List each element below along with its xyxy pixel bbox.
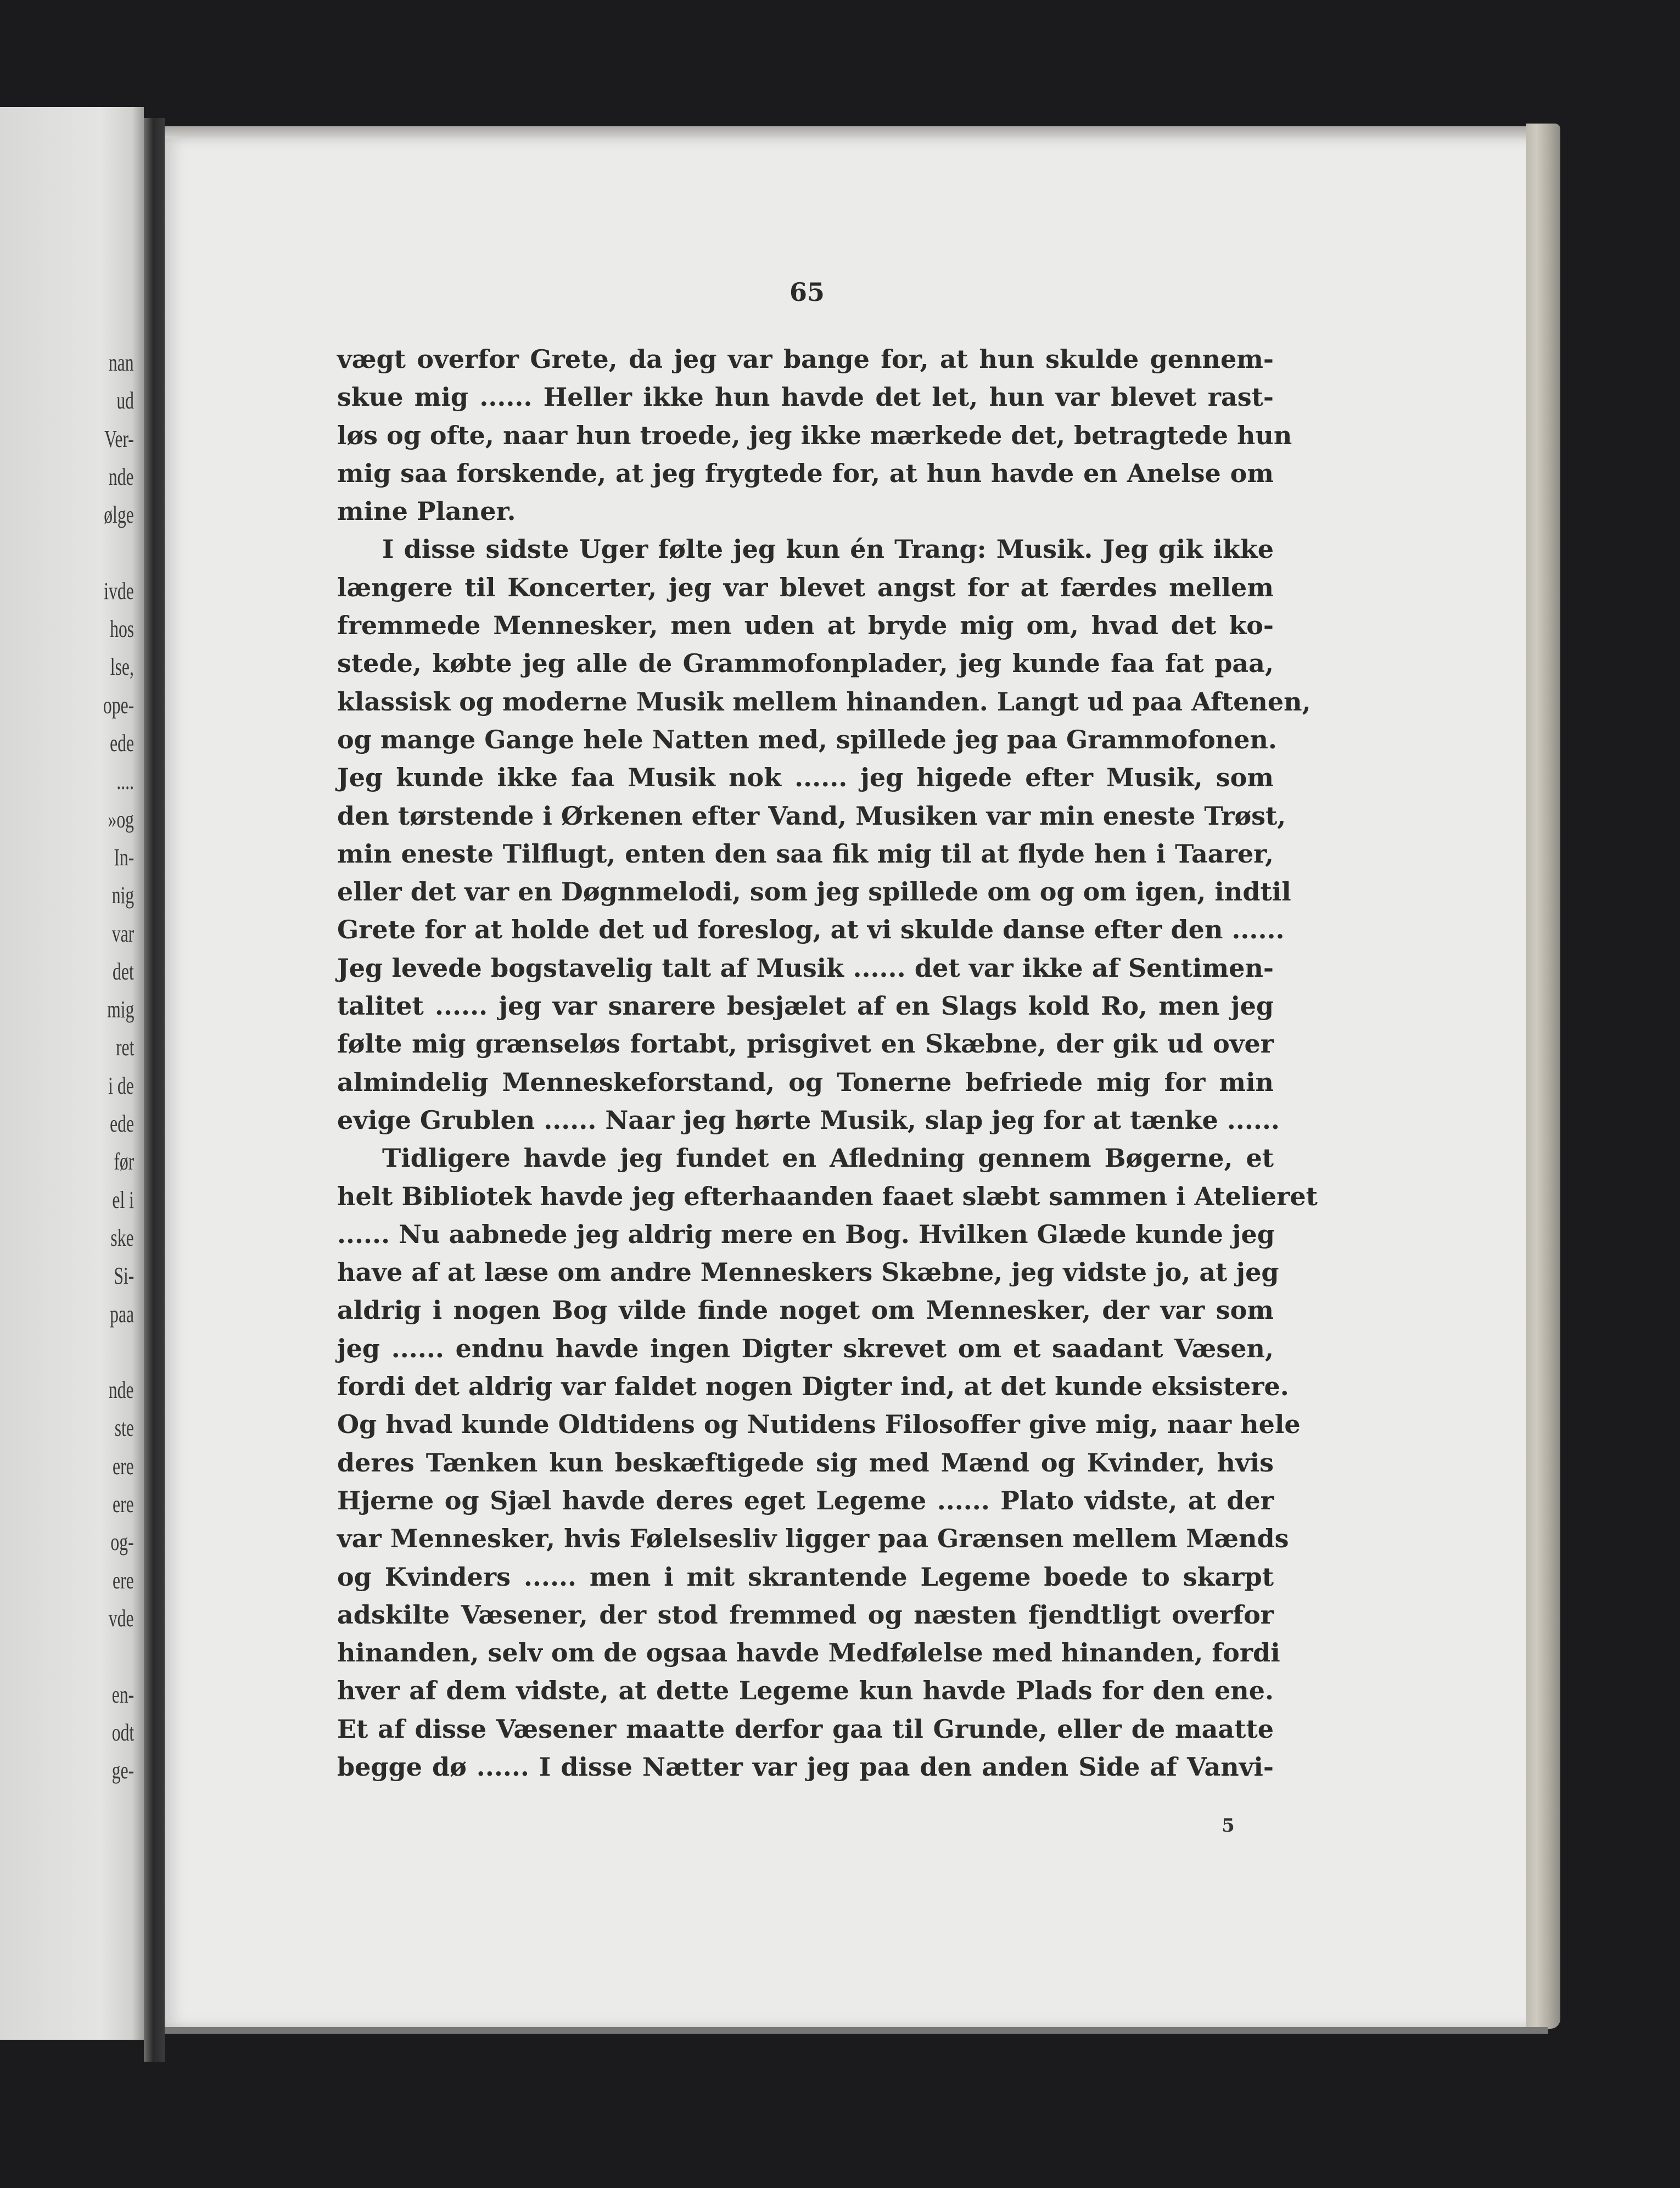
text-line: deres Tænken kun beskæftigede sig med Mænd og Kvinder, hvis (337, 1447, 1274, 1478)
text-line: ...... Nu aabnede jeg aldrig mere en Bog. Hvilken Glæde kunde jeg (337, 1219, 1275, 1249)
text-line: følte mig grænseløs fortabt, prisgivet en Skæbne, der gik ud over (337, 1029, 1274, 1059)
text-line: talitet ...... jeg var snarere besjælet af en Slags kold Ro, men jeg (337, 991, 1274, 1021)
facing-page-fragment: hos (109, 615, 134, 643)
facing-page-fragment: nan (109, 349, 134, 376)
text-line: evige Grublen ...... Naar jeg hørte Musik, slap jeg for at tænke ...... (337, 1105, 1280, 1135)
facing-page-fragment: en- (111, 1681, 134, 1708)
facing-page-fragment: ge- (111, 1757, 134, 1784)
text-line: var Mennesker, hvis Følelsesliv ligger paa Grænsen mellem Mænds (337, 1524, 1289, 1554)
facing-page-fragment: ede (110, 730, 134, 757)
book-gutter (144, 118, 165, 2062)
text-line: skue mig ...... Heller ikke hun havde det let, hun var blevet rast- (337, 382, 1274, 412)
page-stack-edge (1526, 124, 1560, 2029)
facing-page-fragment: Ver- (104, 425, 134, 452)
facing-page-fragment: ret (115, 1034, 134, 1061)
facing-page-fragment: vde (109, 1604, 134, 1632)
facing-page-fragment: paa (110, 1300, 134, 1328)
text-line: almindelig Menneskeforstand, og Tonerne befriede mig for min (337, 1067, 1274, 1097)
text-line: min eneste Tilflugt, enten den saa fik mig til at flyde hen i Taarer, (337, 838, 1274, 869)
page-number: 65 (789, 277, 825, 307)
text-line: mig saa forskende, at jeg frygtede for, at hun havde en Anelse om (337, 458, 1274, 488)
body-text (337, 340, 1318, 1786)
text-line: stede, købte jeg alle de Grammofonplader, jeg kunde faa fat paa, (337, 648, 1274, 679)
facing-page-fragment: mig (107, 996, 134, 1023)
facing-page-fragment: nde (109, 463, 134, 490)
text-line: Grete for at holde det ud foreslog, at vi skulde danse efter den ...... (337, 915, 1285, 945)
facing-page-fragment: nde (109, 1376, 134, 1404)
facing-page-fragment: før (114, 1148, 134, 1176)
facing-page-fragment: In- (114, 843, 134, 871)
text-line: og mange Gange hele Natten med, spillede jeg paa Grammofonen. (337, 724, 1277, 754)
facing-page-fragment: ske (110, 1224, 134, 1251)
page-bottom-shadow (165, 2027, 1548, 2034)
text-line: I disse sidste Uger følte jeg kun én Trang: Musik. Jeg gik ikke (382, 534, 1274, 564)
text-line: og Kvinders ...... men i mit skrantende Legeme boede to skarpt (337, 1562, 1274, 1592)
signature-mark: 5 (1222, 1815, 1235, 1837)
text-line: helt Bibliotek havde jeg efterhaanden faaet slæbt sammen i Atelieret (337, 1181, 1318, 1211)
facing-page-fragment: lse, (110, 653, 134, 681)
facing-page-fragment: og- (110, 1529, 134, 1556)
text-line: adskilte Væsener, der stod fremmed og næsten fjendtligt overfor (337, 1599, 1274, 1630)
facing-page-fragment: ud (116, 387, 134, 415)
text-line: klassisk og moderne Musik mellem hinanden. Langt ud paa Aftenen, (337, 686, 1311, 717)
text-line: mine Planer. (337, 496, 516, 527)
facing-page-fragment: ivde (104, 577, 134, 605)
facing-page-fragment: el i (112, 1186, 134, 1213)
facing-page-fragment: odt (111, 1719, 134, 1746)
facing-page-fragment: ere (113, 1491, 134, 1518)
text-line: aldrig i nogen Bog vilde finde noget om Mennesker, der var som (337, 1295, 1274, 1325)
text-line: løs og ofte, naar hun troede, jeg ikke mærkede det, betragtede hun (337, 420, 1292, 450)
text-line: Jeg kunde ikke faa Musik nok ...... jeg higede efter Musik, som (337, 763, 1274, 793)
text-line: fordi det aldrig var faldet nogen Digter ind, at det kunde eksistere. (337, 1372, 1289, 1402)
text-line: længere til Koncerter, jeg var blevet angst for at færdes mellem (337, 572, 1274, 602)
text-line: Tidligere havde jeg fundet en Afledning gennem Bøgerne, et (382, 1143, 1274, 1173)
facing-page-fragment: nig (111, 882, 134, 909)
facing-page-fragment: ope- (103, 691, 134, 719)
facing-page-fragment: .... (116, 768, 134, 795)
text-line: Og hvad kunde Oldtidens og Nutidens Filosoffer give mig, naar hele (337, 1409, 1301, 1440)
facing-page-fragment: »og (108, 805, 134, 833)
facing-page-fragment: ere (113, 1452, 134, 1480)
text-line: Et af disse Væsener maatte derfor gaa til Grunde, eller de maatte (337, 1714, 1274, 1744)
facing-page-fragment: ere (113, 1566, 134, 1594)
facing-page-fragment: var (111, 920, 134, 947)
facing-page-fragment: det (113, 958, 134, 985)
facing-page-fragment: ste (114, 1414, 134, 1442)
text-line: hinanden, selv om de ogsaa havde Medfølelse med hinanden, fordi (337, 1638, 1280, 1668)
text-line: begge dø ...... I disse Nætter var jeg paa den anden Side af Vanvi- (337, 1751, 1274, 1782)
facing-page-fragment: i de (108, 1072, 134, 1099)
text-line: fremmede Mennesker, men uden at bryde mig om, hvad det ko- (337, 611, 1274, 641)
facing-page-fragment: Si- (114, 1262, 134, 1290)
facing-page-fragment: ede (110, 1110, 134, 1137)
text-line: Hjerne og Sjæl havde deres eget Legeme ...... Plato vidste, at der (337, 1485, 1274, 1515)
text-line: vægt overfor Grete, da jeg var bange for, at hun skulde gennem- (337, 344, 1274, 374)
text-line: hver af dem vidste, at dette Legeme kun havde Plads for den ene. (337, 1676, 1274, 1706)
text-line: jeg ...... endnu havde ingen Digter skrevet om et saadant Væsen, (337, 1333, 1274, 1363)
text-line: have af at læse om andre Menneskers Skæbne, jeg vidste jo, at jeg (337, 1257, 1279, 1288)
text-line: den tørstende i Ørkenen efter Vand, Musiken var min eneste Trøst, (337, 801, 1286, 831)
text-line: eller det var en Døgnmelodi, som jeg spillede om og om igen, indtil (337, 877, 1291, 907)
facing-page (0, 107, 144, 2040)
text-line: Jeg levede bogstavelig talt af Musik ...... det var ikke af Sentimen- (337, 953, 1274, 983)
facing-page-fragment: ølge (104, 501, 134, 529)
